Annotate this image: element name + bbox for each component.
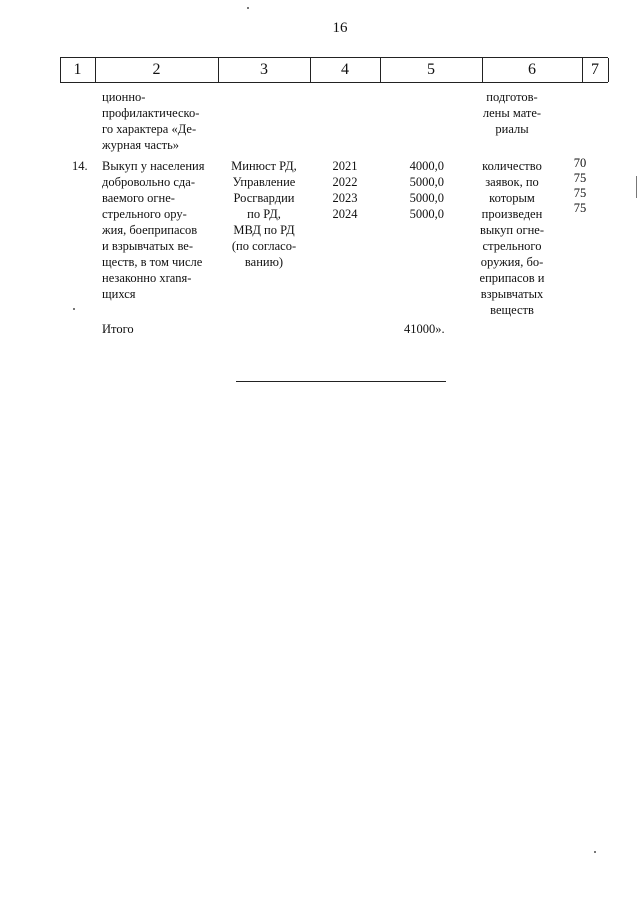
scan-speck — [247, 7, 249, 9]
indicator-line: взрывчатых — [480, 287, 544, 301]
scan-edge-mark — [636, 176, 637, 198]
continuation-measure-line: го характера «Де- — [102, 122, 197, 136]
measure-line: незаконно хranя- — [102, 271, 192, 285]
row-number: 14. — [72, 159, 88, 173]
funding-amount: 5000,0 — [409, 207, 444, 221]
executor-line: по РД, — [247, 207, 281, 221]
indicator-line: которым — [489, 191, 535, 205]
table-header-row — [60, 57, 608, 83]
total-amount: 41000». — [404, 322, 445, 336]
continuation-measure-line: профилактическо- — [102, 106, 200, 120]
measure-line: ществ, в том числе — [102, 255, 203, 269]
header-col-7: 7 — [591, 61, 599, 78]
year-value: 2022 — [332, 175, 358, 189]
closing-rule — [236, 381, 446, 382]
continuation-indicator-line: лены мате- — [482, 106, 542, 120]
indicator-line: количество — [482, 159, 542, 173]
indicator-value: 75 — [573, 186, 587, 200]
header-col-1: 1 — [73, 61, 82, 78]
indicator-value: 75 — [573, 171, 587, 185]
page-number: 16 — [332, 20, 348, 36]
executor-line: Минюст РД, — [231, 159, 297, 173]
continuation-measure-line: журная часть» — [102, 138, 180, 152]
indicator-value: 75 — [573, 201, 587, 215]
measure-line: добровольно сда- — [102, 175, 195, 189]
header-col-5: 5 — [427, 61, 435, 78]
indicator-value: 70 — [573, 156, 587, 170]
executor-line: Росгвардии — [233, 191, 295, 205]
year-value: 2023 — [332, 191, 358, 205]
indicator-line: произведен — [481, 207, 543, 221]
measure-line: стрельного ору- — [102, 207, 187, 221]
indicator-line: веществ — [490, 303, 534, 317]
header-col-3: 3 — [260, 61, 268, 78]
year-value: 2024 — [332, 207, 358, 221]
funding-amount: 4000,0 — [409, 159, 444, 173]
year-value: 2021 — [332, 159, 358, 173]
executor-line: Управление — [232, 175, 296, 189]
header-col-4: 4 — [341, 61, 349, 78]
indicator-line: заявок, по — [485, 175, 539, 189]
measure-line: и взрывчатых ве- — [102, 239, 194, 253]
continuation-indicator-line: подготов- — [486, 90, 538, 104]
measure-line: Выкуп у населения — [102, 159, 205, 173]
measure-line: щихся — [102, 287, 136, 301]
continuation-measure-line: ционно- — [102, 90, 146, 104]
measure-line: ваемого огне- — [102, 191, 175, 205]
scan-speck — [594, 851, 596, 853]
indicator-line: стрельного — [482, 239, 542, 253]
indicator-line: еприпасов и — [479, 271, 545, 285]
executor-line: МВД по РД — [233, 223, 295, 237]
table-divider — [608, 58, 609, 82]
header-col-6: 6 — [528, 61, 536, 78]
funding-amount: 5000,0 — [409, 191, 444, 205]
indicator-line: выкуп огне- — [479, 223, 545, 237]
indicator-line: оружия, бо- — [480, 255, 544, 269]
scan-speck — [73, 308, 75, 310]
funding-amount: 5000,0 — [409, 175, 444, 189]
continuation-indicator-line: риалы — [495, 122, 529, 136]
executor-line: ванию) — [244, 255, 284, 269]
header-col-2: 2 — [152, 61, 161, 78]
total-label: Итого — [102, 322, 134, 336]
measure-line: жия, боеприпасов — [102, 223, 198, 237]
executor-line: (по согласо- — [231, 239, 297, 253]
